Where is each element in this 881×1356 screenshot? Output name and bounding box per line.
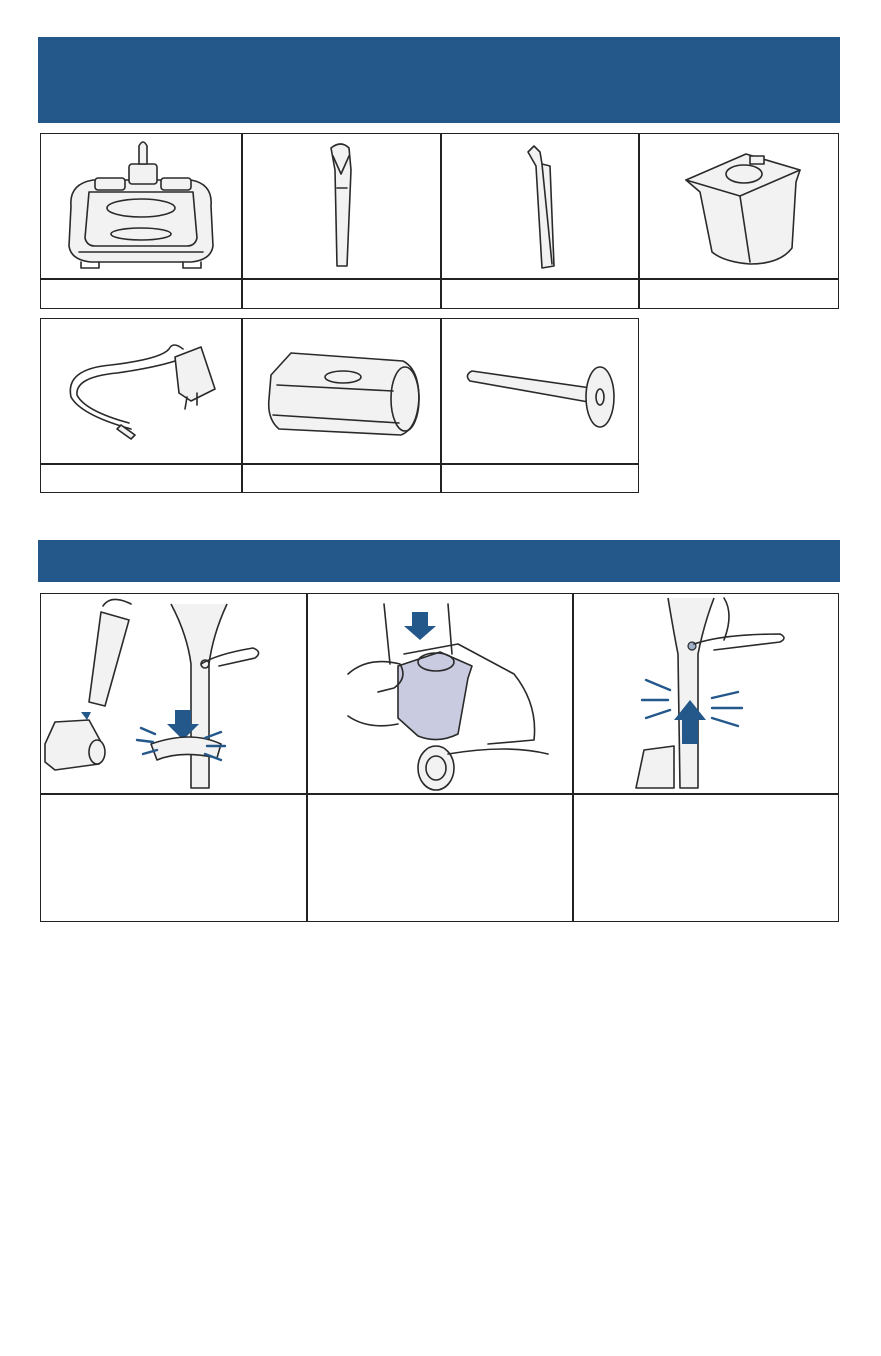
part-caption-lower-handle <box>441 279 639 309</box>
release-button-step-icon <box>574 594 838 793</box>
part-cell-water-tank <box>639 133 839 279</box>
water-tank-icon <box>640 134 838 278</box>
step-text-2 <box>307 794 573 922</box>
step-text-3 <box>573 794 839 922</box>
lower-handle-icon <box>442 134 638 278</box>
parts-banner <box>38 37 840 123</box>
assembly-banner <box>38 540 840 582</box>
part-cell-lower-handle <box>441 133 639 279</box>
step-text-1 <box>40 794 307 922</box>
part-caption-brush-roll-tool <box>441 464 639 493</box>
part-cell-upper-handle <box>242 133 441 279</box>
step-cell-1 <box>40 593 307 794</box>
part-cell-brush-roll-tool <box>441 318 639 464</box>
part-caption-upper-handle <box>242 279 441 309</box>
step-cell-2 <box>307 593 573 794</box>
part-cell-power-adapter <box>40 318 242 464</box>
insert-handle-step-icon <box>41 594 306 793</box>
power-adapter-icon <box>41 319 241 463</box>
part-caption-water-tank <box>639 279 839 309</box>
insert-tank-step-icon <box>308 594 572 793</box>
upper-handle-icon <box>243 134 440 278</box>
part-caption-brush-roll-cover <box>242 464 441 493</box>
part-caption-charging-base <box>40 279 242 309</box>
part-caption-power-adapter <box>40 464 242 493</box>
charging-base-icon <box>41 134 241 278</box>
part-cell-brush-roll-cover <box>242 318 441 464</box>
brush-roll-cover-icon <box>243 319 440 463</box>
part-cell-charging-base <box>40 133 242 279</box>
brush-roll-tool-icon <box>442 319 638 463</box>
step-cell-3 <box>573 593 839 794</box>
